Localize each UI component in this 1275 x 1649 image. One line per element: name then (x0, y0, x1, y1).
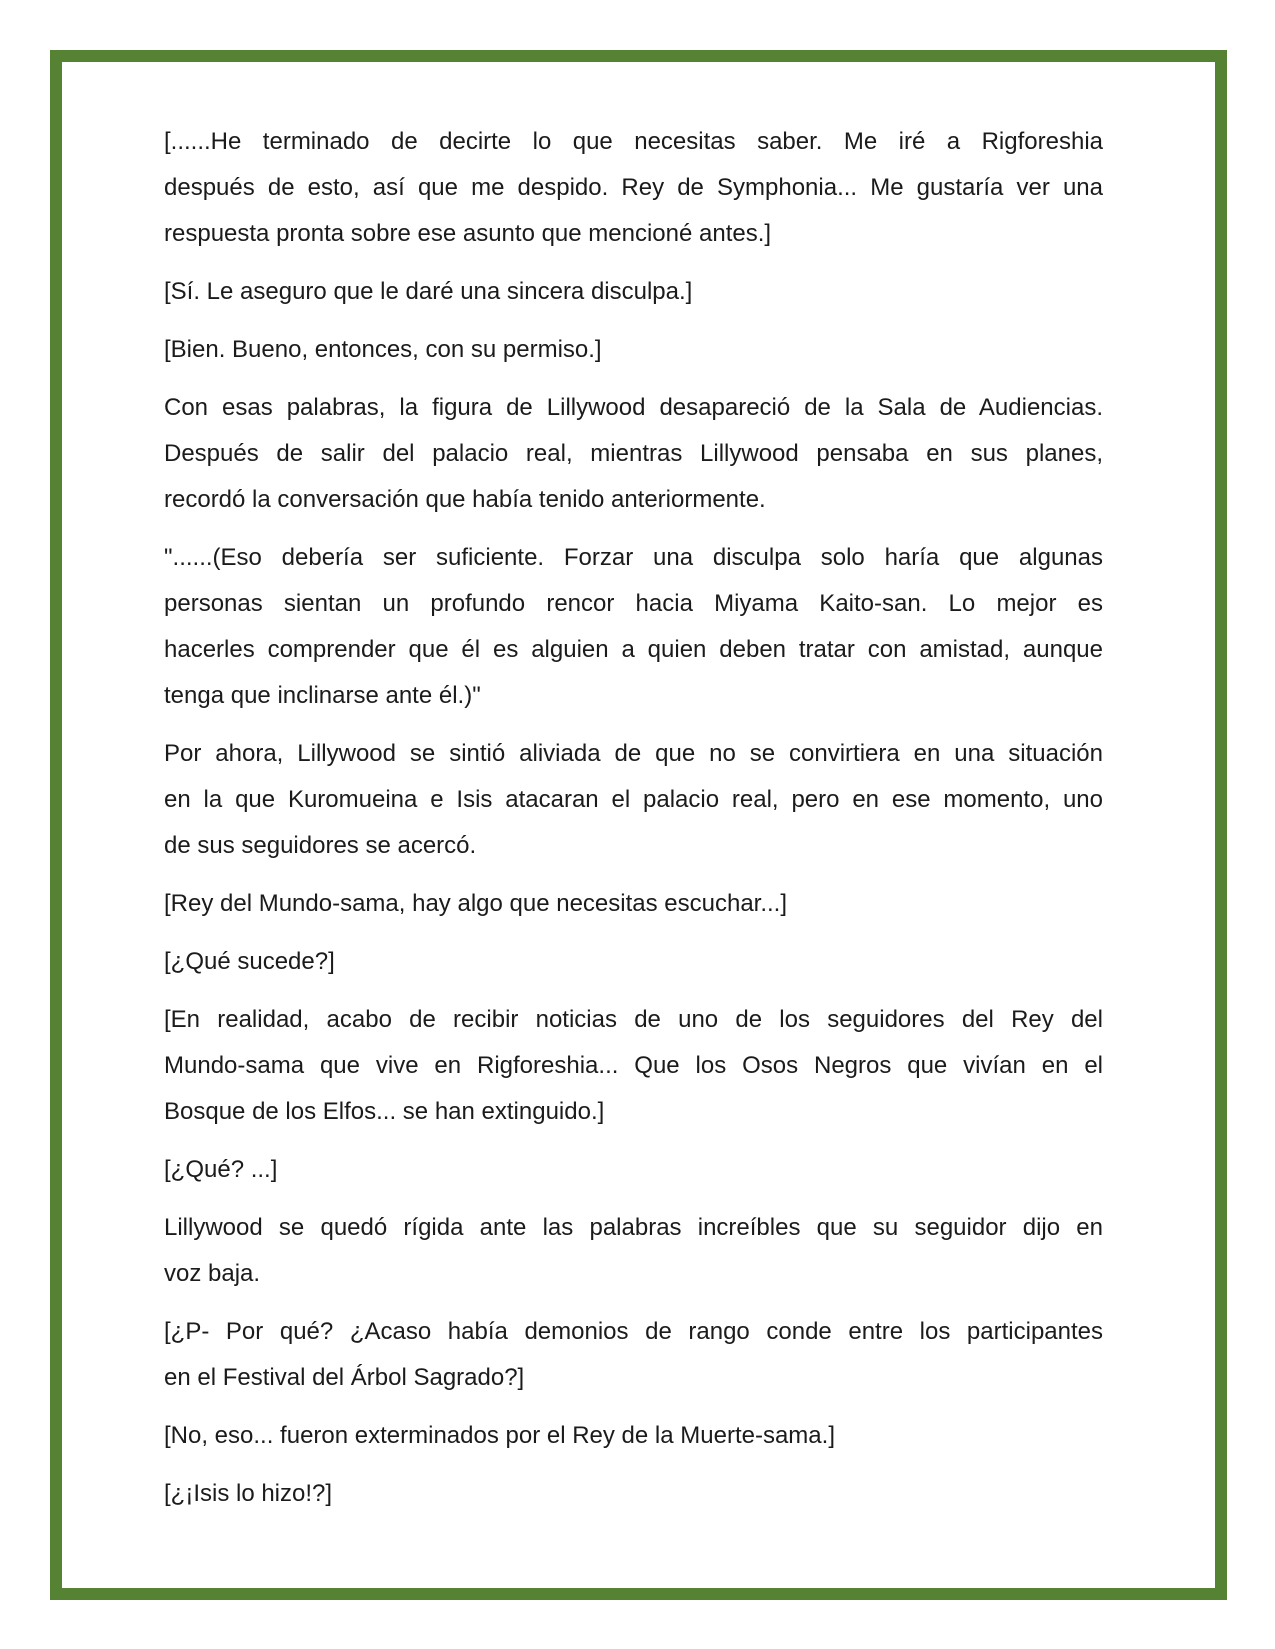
document-text (62, 62, 1215, 1588)
text-line: recordó la conversación que había tenido anteriormente. (164, 486, 766, 513)
text-line: [Bien. Bueno, entonces, con su permiso.] (164, 336, 602, 363)
text-line: Con esas palabras, la figura de Lillywood desapareció de la Sala de Audiencias. (164, 394, 1103, 421)
paragraph (164, 327, 1103, 373)
text-line: [Rey del Mundo-sama, hay algo que necesitas escuchar...] (164, 890, 788, 917)
text-line: [¿P- Por qué? ¿Acaso había demonios de rango conde entre los participantes (164, 1318, 1103, 1345)
text-line: en el Festival del Árbol Sagrado?] (164, 1364, 525, 1391)
text-line: respuesta pronta sobre ese asunto que mencioné antes.] (164, 220, 772, 247)
text-line: Mundo-sama que vive en Rigforeshia... Que los Osos Negros que vivían en el (164, 1052, 1103, 1079)
paragraph (164, 535, 1103, 719)
paragraph (164, 939, 1103, 985)
paragraph (164, 1413, 1103, 1459)
text-line: personas sientan un profundo rencor hacia Miyama Kaito-san. Lo mejor es (164, 590, 1103, 617)
text-line: de sus seguidores se acercó. (164, 832, 477, 859)
text-line: [......He terminado de decirte lo que necesitas saber. Me iré a Rigforeshia (164, 128, 1103, 155)
text-line: [Sí. Le aseguro que le daré una sincera disculpa.] (164, 278, 693, 305)
paragraph (164, 1471, 1103, 1517)
paragraph (164, 881, 1103, 927)
paragraph (164, 385, 1103, 523)
text-line: después de esto, así que me despido. Rey de Symphonia... Me gustaría ver una (164, 174, 1103, 201)
text-line: Por ahora, Lillywood se sintió aliviada de que no se convirtiera en una situación (164, 740, 1103, 767)
paragraph (164, 1309, 1103, 1401)
text-line: en la que Kuromueina e Isis atacaran el palacio real, pero en ese momento, uno (164, 786, 1103, 813)
text-line: [En realidad, acabo de recibir noticias de uno de los seguidores del Rey del (164, 1006, 1103, 1033)
paragraph (164, 997, 1103, 1135)
text-line: tenga que inclinarse ante él.)" (164, 682, 481, 709)
text-line: [¿¡Isis lo hizo!?] (164, 1480, 333, 1507)
text-line: [¿Qué? ...] (164, 1156, 278, 1183)
text-line: Lillywood se quedó rígida ante las palabras increíbles que su seguidor dijo en (164, 1214, 1103, 1241)
text-line: [¿Qué sucede?] (164, 948, 335, 975)
text-line: Después de salir del palacio real, mientras Lillywood pensaba en sus planes, (164, 440, 1103, 467)
text-line: Bosque de los Elfos... se han extinguido.] (164, 1098, 605, 1125)
text-line: [No, eso... fueron exterminados por el Rey de la Muerte-sama.] (164, 1422, 835, 1449)
paragraph (164, 1147, 1103, 1193)
paragraph (164, 119, 1103, 257)
text-line: voz baja. (164, 1260, 261, 1287)
paragraph (164, 1205, 1103, 1297)
text-line: hacerles comprender que él es alguien a quien deben tratar con amistad, aunque (164, 636, 1103, 663)
text-line: "......(Eso debería ser suficiente. Forzar una disculpa solo haría que algunas (164, 544, 1103, 571)
paragraph (164, 269, 1103, 315)
paragraph (164, 731, 1103, 869)
